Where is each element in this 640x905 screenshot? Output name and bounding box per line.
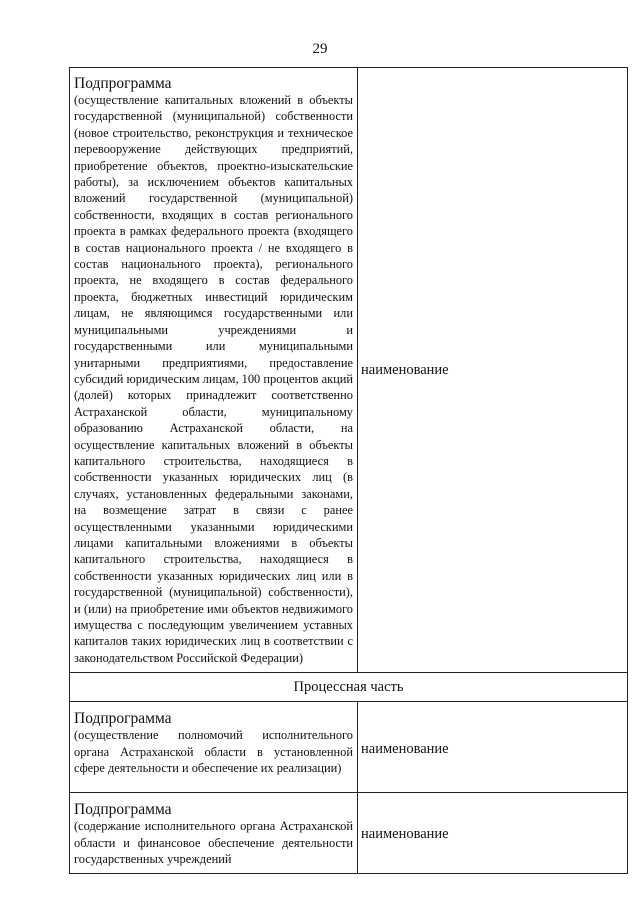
- name-cell: [358, 702, 628, 793]
- section-header: Процессная часть: [70, 673, 628, 702]
- section-row: [70, 673, 628, 702]
- subprogram-description: (содержание исполнительного органа Астраханской области и финансовое обеспечение деятельности государственных учреждений: [74, 819, 353, 867]
- subprogram-title: Подпрограмма: [74, 710, 172, 728]
- subprogram-description: (осуществление полномочий исполнительного органа Астраханской области в установленной сфере деятельности и обеспечение их реализации): [74, 728, 353, 776]
- name-cell: [358, 68, 628, 673]
- subprogram-title: Подпрограмма: [74, 75, 172, 92]
- table-row: [70, 793, 628, 874]
- name-value: наименование: [361, 361, 449, 378]
- subprogram-description: (осуществление капитальных вложений в объекты государственной (муниципальной) собственности (новое строительство, реконструкция и техническое перевооружение действующих предприятий, приобретение объектов, проектно-изыскательские работы), за исключением объектов капитальных вложений государственной (муниципальной) собственности, входящих в состав регионального проекта в рамках федерального проекта (входящего в состав национального проекта / не входящего в состав национального проекта), регионального проекта, не входящего в состав федерального проекта, бюджетных инвестиций юридическим лицам, не являющимся государственными или муниципальными учреждениями и государственными или муниципальными унитарными предприятиями, предоставление субсидий юридическим лицам, 100 процентов акций (долей) которых принадлежит соответственно Астраханской области, муниципальному образованию Астраханской области, на осуществление капитальных вложений в объекты капитального строительства, находящиеся в собственности указанных юридических лиц (в случаях, установленных федеральными законами, на возмещение затрат в связи с ранее осуществленными указанными юридическими лицами капитальными вложениями в объекты капитального строительства, находящиеся в собственности указанных юридических лиц или в государственной (муниципальной) собственности), и (или) на приобретение ими объектов недвижимого имущества с последующим увеличением уставных капиталов таких юридических лиц в соответствии с законодательством Российской Федерации): [74, 93, 353, 665]
- table-row: [70, 68, 628, 673]
- table-row: [70, 702, 628, 793]
- subprogram-cell: [70, 68, 358, 673]
- name-cell: [358, 793, 628, 874]
- page-number: 29: [312, 41, 328, 57]
- subprogram-cell: [70, 793, 358, 874]
- name-value: наименование: [361, 740, 449, 757]
- subprogram-title: Подпрограмма: [74, 801, 172, 819]
- subprogram-cell: [70, 702, 358, 793]
- subprogram-table: [69, 67, 628, 874]
- name-value: наименование: [361, 825, 449, 842]
